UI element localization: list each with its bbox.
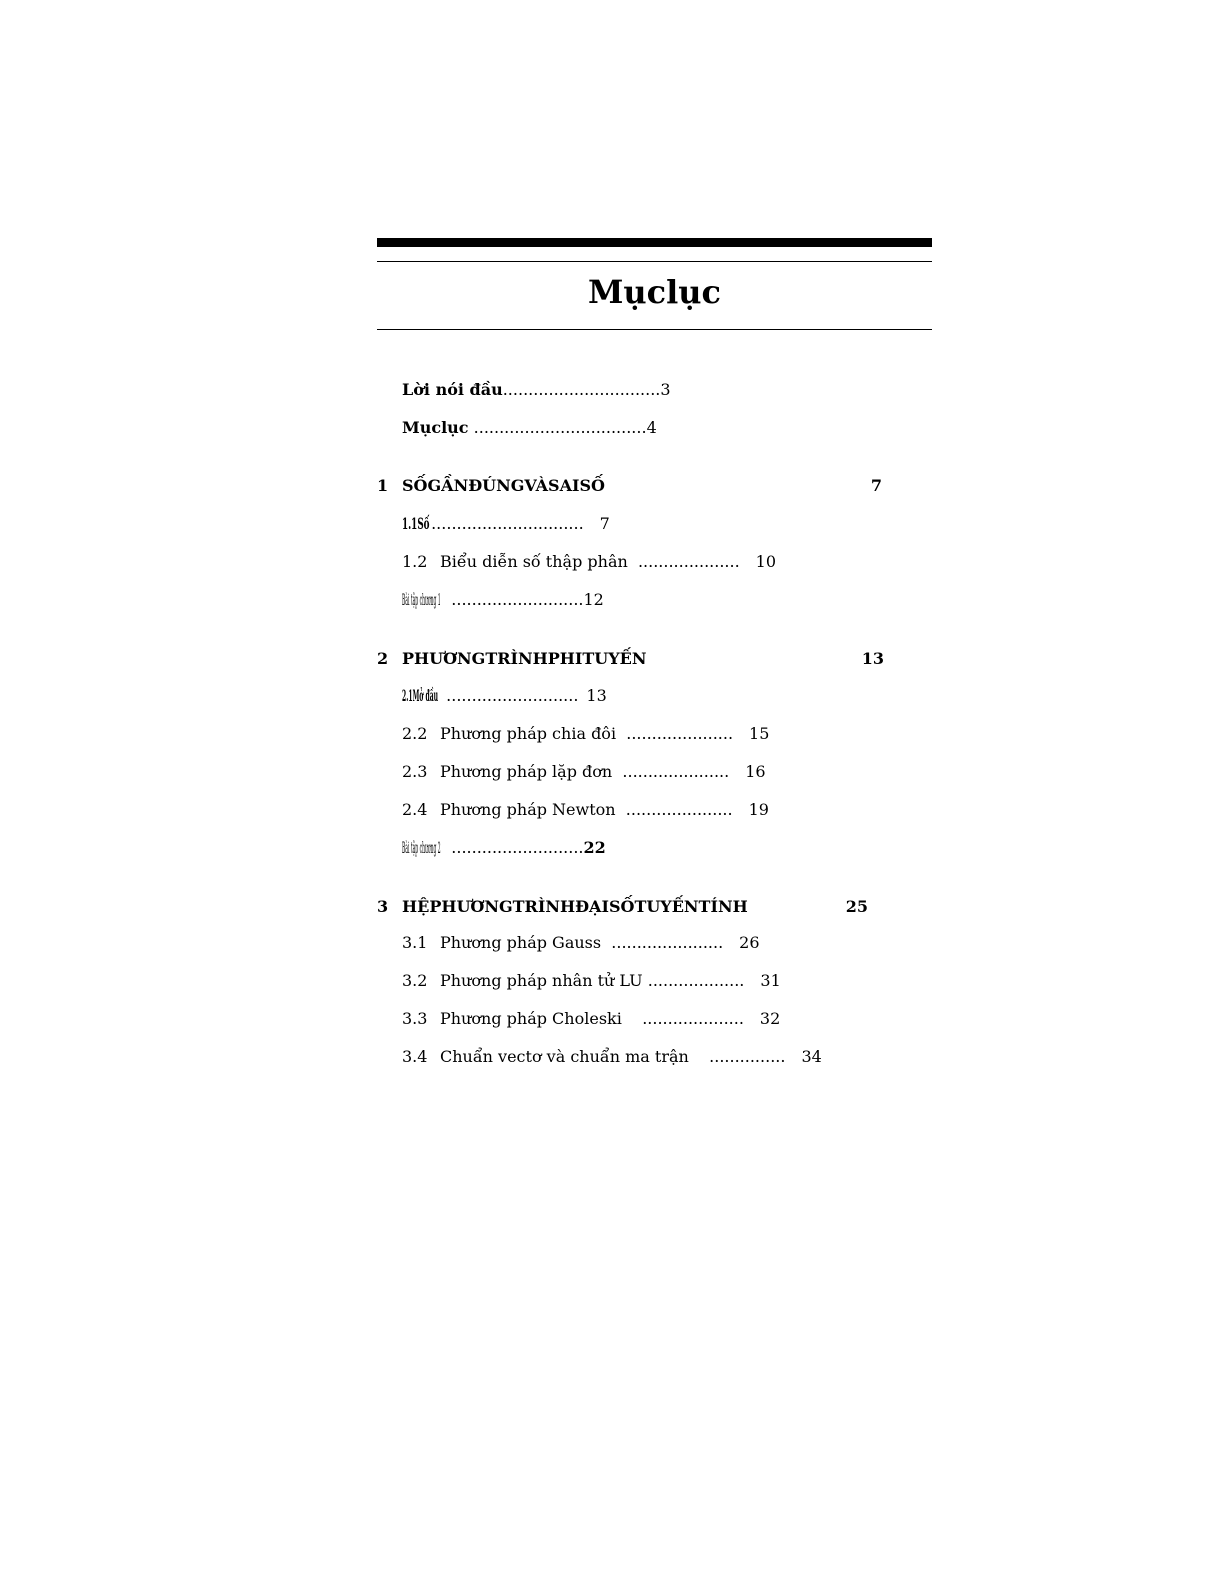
toc-leader-dots: .............................. [431, 514, 584, 533]
toc-entry-page: 10 [755, 552, 777, 571]
toc-entry-1-1[interactable] [402, 514, 610, 534]
toc-entry-1-2[interactable] [402, 552, 776, 572]
toc-entry-label: Chuẩn vectơ và chuẩn ma trận [440, 1047, 689, 1066]
toc-entry-label-squeezed: Bài tập chương 1 [402, 590, 441, 609]
toc-entry-label: Phương pháp lặp đơn [440, 762, 613, 781]
toc-section-number: 2.2 [402, 724, 428, 743]
toc-entry-page: 4 [646, 418, 657, 437]
toc-leader-dots: .......................... [446, 686, 579, 705]
toc-entry-label: Lời nói đầu [402, 380, 503, 399]
toc-leader-dots: .................................. [473, 418, 647, 437]
toc-entry-2-3[interactable] [402, 762, 766, 782]
toc-leader-dots: ...................... [611, 933, 724, 952]
toc-entry-3-2[interactable] [402, 971, 781, 991]
toc-entry-label-squeezed: 2.1Mở đầu [402, 686, 439, 705]
chapter-title: PHƯƠNGTRÌNHPHITUYẾN [402, 649, 647, 668]
toc-entry-page: 12 [583, 590, 604, 609]
toc-section-number: 3.4 [402, 1047, 428, 1066]
chapter-page: 7 [870, 476, 882, 495]
toc-section-number: 3.1 [402, 933, 428, 952]
toc-entry-page: 22 [583, 838, 606, 857]
toc-leader-dots: .......................... [451, 590, 584, 609]
toc-entry-label: Phương pháp Newton [440, 800, 616, 819]
chapter-title: SỐGẦNĐÚNGVÀSAISỐ [402, 476, 605, 495]
toc-entry-exercises-1[interactable] [402, 590, 604, 610]
toc-entry-2-4[interactable] [402, 800, 769, 820]
toc-entry-page: 3 [660, 380, 671, 399]
toc-entry-2-1[interactable] [402, 686, 607, 706]
toc-leader-dots: ............... [709, 1047, 786, 1066]
toc-entry-label: Phương pháp chia đôi [440, 724, 617, 743]
chapter-page: 13 [861, 649, 884, 668]
toc-leader-dots: .................... [637, 552, 740, 571]
toc-leader-dots: ..................... [622, 762, 730, 781]
toc-entry-page: 19 [748, 800, 769, 819]
toc-entry-3-4[interactable] [402, 1047, 822, 1067]
toc-leader-dots: ..................... [626, 724, 734, 743]
toc-entry-page: 31 [760, 971, 781, 990]
toc-entry-3-3[interactable] [402, 1009, 780, 1029]
chapter-number: 2 [377, 649, 389, 668]
chapter-title: HỆPHƯƠNGTRÌNHĐẠISỐTUYẾNTÍNH [402, 897, 748, 916]
toc-leader-dots: ..................... [625, 800, 733, 819]
toc-section-number: 2.3 [402, 762, 428, 781]
toc-entry-page: 13 [586, 686, 607, 705]
toc-section-number: 2.4 [402, 800, 428, 819]
toc-entry-label: Phương pháp Choleski [440, 1009, 622, 1028]
chapter-number: 3 [377, 897, 389, 916]
toc-section-number: 3.3 [402, 1009, 428, 1028]
top-thick-rule [377, 238, 932, 247]
toc-section-number: 1.2 [402, 552, 428, 571]
toc-entry-page: 26 [739, 933, 760, 952]
toc-entry-contents[interactable] [402, 418, 657, 438]
toc-entry-page: 7 [599, 514, 610, 533]
toc-entry-page: 15 [749, 724, 770, 743]
toc-entry-label: Phương pháp Gauss [440, 933, 602, 952]
toc-entry-2-2[interactable] [402, 724, 769, 744]
toc-entry-label: Phương pháp nhân tử LU [440, 971, 643, 990]
top-thin-rule [377, 261, 932, 262]
toc-entry-exercises-2[interactable] [402, 838, 606, 858]
toc-entry-label: Mụclục [402, 418, 469, 437]
toc-entry-3-1[interactable] [402, 933, 760, 953]
toc-entry-label: Biểu diễn số thập phân [440, 552, 628, 571]
toc-leader-dots: ................... [647, 971, 745, 990]
title-bottom-rule [377, 329, 932, 330]
toc-leader-dots: ............................... [502, 380, 661, 399]
toc-entry-label-squeezed: Bài tập chương 2 [402, 838, 441, 857]
toc-entry-page: 16 [745, 762, 766, 781]
toc-entry-label-squeezed: 1.1Số [402, 514, 430, 533]
chapter-page: 25 [845, 897, 868, 916]
toc-leader-dots: .......................... [451, 838, 584, 857]
page-title: Mụclục [587, 273, 722, 311]
toc-entry-preface[interactable] [402, 380, 671, 400]
toc-leader-dots: .................... [642, 1009, 744, 1028]
toc-entry-page: 32 [759, 1009, 781, 1028]
chapter-number: 1 [377, 476, 389, 495]
toc-section-number: 3.2 [402, 971, 428, 990]
toc-entry-page: 34 [801, 1047, 822, 1066]
